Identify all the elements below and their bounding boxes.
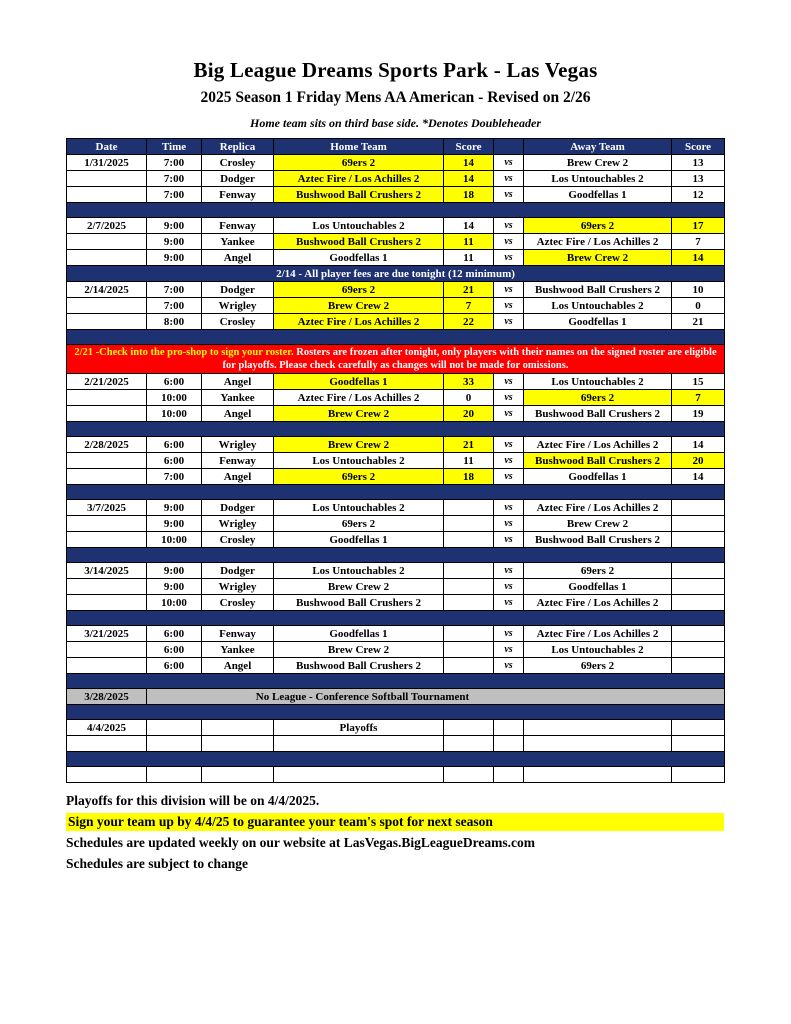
empty-cell [524,767,672,783]
home-team-cell: Aztec Fire / Los Achilles 2 [274,171,444,187]
away-team-cell: Los Untouchables 2 [524,642,672,658]
time-cell: 9:00 [147,218,202,234]
time-cell: 6:00 [147,626,202,642]
home-team-cell: Los Untouchables 2 [274,563,444,579]
date-cell: 2/21/2025 [67,374,147,390]
date-cell [67,171,147,187]
vs-cell: vs [494,374,524,390]
column-header-score: Score [672,139,725,155]
tournament-text: No League - Conference Softball Tournament [202,689,524,705]
empty-cell [147,689,202,705]
away-score-cell: 14 [672,437,725,453]
away-score-cell: 7 [672,390,725,406]
vs-cell: vs [494,406,524,422]
away-score-cell [672,642,725,658]
time-cell: 7:00 [147,469,202,485]
date-cell: 1/31/2025 [67,155,147,171]
away-team-cell: Los Untouchables 2 [524,298,672,314]
playoffs-label-cell: Playoffs [274,720,444,736]
game-row [67,469,725,485]
date-cell [67,453,147,469]
time-cell: 7:00 [147,171,202,187]
date-cell [67,234,147,250]
separator-row [67,674,725,689]
game-row [67,453,725,469]
away-team-cell: Brew Crew 2 [524,155,672,171]
away-team-cell: Brew Crew 2 [524,516,672,532]
away-team-cell: 69ers 2 [524,390,672,406]
empty-cell [444,736,494,752]
time-cell: 9:00 [147,500,202,516]
date-cell [67,314,147,330]
date-cell: 3/28/2025 [67,689,147,705]
roster-notice-body: Rosters are frozen after tonight, only players with their names on the signed roster are eligible for playoffs. Please check carefully as changes will not be made for omissions. [222,347,717,371]
date-cell: 3/7/2025 [67,500,147,516]
home-team-cell: 69ers 2 [274,469,444,485]
separator-band [67,203,725,218]
vs-cell: vs [494,298,524,314]
table-header [67,139,725,155]
replica-cell: Dodger [202,500,274,516]
separator-row [67,330,725,345]
tournament-row [67,689,725,705]
replica-cell: Angel [202,406,274,422]
away-team-cell: Aztec Fire / Los Achilles 2 [524,234,672,250]
vs-cell: vs [494,469,524,485]
vs-cell: vs [494,187,524,203]
time-cell: 6:00 [147,374,202,390]
home-score-cell: 11 [444,250,494,266]
game-row [67,579,725,595]
away-team-cell: Bushwood Ball Crushers 2 [524,406,672,422]
home-score-cell: 14 [444,155,494,171]
date-cell [67,532,147,548]
vs-cell: vs [494,579,524,595]
replica-cell: Angel [202,250,274,266]
separator-band [67,611,725,626]
empty-cell [67,736,147,752]
time-cell: 7:00 [147,155,202,171]
away-team-cell: Goodfellas 1 [524,469,672,485]
away-team-cell: Bushwood Ball Crushers 2 [524,532,672,548]
away-score-cell [672,579,725,595]
away-score-cell: 14 [672,469,725,485]
replica-cell: Yankee [202,390,274,406]
home-team-cell: Bushwood Ball Crushers 2 [274,658,444,674]
separator-band [67,674,725,689]
home-score-cell: 21 [444,437,494,453]
game-row [67,234,725,250]
home-team-cell: Aztec Fire / Los Achilles 2 [274,314,444,330]
replica-cell: Yankee [202,642,274,658]
away-team-cell [524,720,672,736]
date-cell: 3/14/2025 [67,563,147,579]
home-score-cell: 11 [444,453,494,469]
game-row [67,658,725,674]
empty-cell [524,689,672,705]
away-score-cell [672,516,725,532]
away-team-cell: Aztec Fire / Los Achilles 2 [524,500,672,516]
home-team-cell: Brew Crew 2 [274,579,444,595]
empty-cell [147,736,202,752]
separator-band [67,705,725,720]
game-row [67,298,725,314]
fees-notice-text: 2/14 - All player fees are due tonight (12 minimum) [67,266,725,282]
home-score-cell: 33 [444,374,494,390]
game-row [67,282,725,298]
fees-notice-row [67,266,725,282]
date-cell [67,390,147,406]
column-header-vs [494,139,524,155]
time-cell: 10:00 [147,595,202,611]
page-subtitle: 2025 Season 1 Friday Mens AA American - Revised on 2/26 [200,89,591,106]
home-score-cell [444,595,494,611]
home-score-cell [444,626,494,642]
vs-cell: vs [494,282,524,298]
replica-cell: Angel [202,469,274,485]
home-score-cell: 18 [444,469,494,485]
footer-notes [66,792,791,873]
away-team-cell: 69ers 2 [524,218,672,234]
away-score-cell [672,720,725,736]
away-team-cell: 69ers 2 [524,658,672,674]
home-score-cell: 11 [444,234,494,250]
schedule-table [66,138,725,783]
game-row [67,187,725,203]
home-score-cell [444,658,494,674]
away-team-cell: 69ers 2 [524,563,672,579]
home-team-cell: Goodfellas 1 [274,532,444,548]
empty-row [67,767,725,783]
replica-cell [202,720,274,736]
away-score-cell: 13 [672,155,725,171]
away-team-cell: Bushwood Ball Crushers 2 [524,453,672,469]
home-score-cell [444,579,494,595]
home-team-cell: Bushwood Ball Crushers 2 [274,234,444,250]
away-score-cell [672,563,725,579]
away-score-cell: 15 [672,374,725,390]
home-team-cell: Bushwood Ball Crushers 2 [274,595,444,611]
away-team-cell: Goodfellas 1 [524,579,672,595]
game-row [67,532,725,548]
game-row [67,406,725,422]
separator-row [67,485,725,500]
away-team-cell: Aztec Fire / Los Achilles 2 [524,626,672,642]
vs-cell: vs [494,437,524,453]
date-cell: 2/14/2025 [67,282,147,298]
vs-cell: vs [494,516,524,532]
away-team-cell: Bushwood Ball Crushers 2 [524,282,672,298]
date-cell [67,250,147,266]
game-row [67,595,725,611]
vs-cell: vs [494,250,524,266]
home-score-cell [444,516,494,532]
vs-cell: vs [494,595,524,611]
vs-cell: vs [494,532,524,548]
signup-note: Sign your team up by 4/4/25 to guarantee your team's spot for next season [66,813,724,831]
vs-cell: vs [494,155,524,171]
time-cell: 9:00 [147,250,202,266]
replica-cell: Dodger [202,171,274,187]
home-score-cell [444,532,494,548]
table-body [67,155,725,783]
date-cell [67,469,147,485]
replica-cell: Wrigley [202,298,274,314]
home-score-cell [444,720,494,736]
date-cell [67,516,147,532]
date-cell [67,298,147,314]
game-row [67,374,725,390]
away-team-cell: Brew Crew 2 [524,250,672,266]
date-cell: 4/4/2025 [67,720,147,736]
home-team-cell: Bushwood Ball Crushers 2 [274,187,444,203]
game-row [67,218,725,234]
away-team-cell: Aztec Fire / Los Achilles 2 [524,595,672,611]
game-row [67,171,725,187]
replica-cell: Crosley [202,532,274,548]
game-row [67,437,725,453]
date-cell: 3/21/2025 [67,626,147,642]
replica-cell: Angel [202,374,274,390]
website-note: Schedules are updated weekly on our website at LasVegas.BigLeagueDreams.com [66,835,536,850]
vs-cell: vs [494,218,524,234]
home-score-cell: 20 [444,406,494,422]
replica-cell: Wrigley [202,579,274,595]
time-cell: 7:00 [147,298,202,314]
empty-cell [494,767,524,783]
time-cell: 9:00 [147,516,202,532]
game-row [67,500,725,516]
away-team-cell: Aztec Fire / Los Achilles 2 [524,437,672,453]
replica-cell: Fenway [202,218,274,234]
separator-row [67,752,725,767]
empty-cell [672,767,725,783]
separator-row [67,705,725,720]
replica-cell: Wrigley [202,437,274,453]
away-team-cell: Goodfellas 1 [524,314,672,330]
home-score-cell: 0 [444,390,494,406]
empty-cell [444,767,494,783]
time-cell: 6:00 [147,658,202,674]
empty-cell [202,767,274,783]
home-team-cell: 69ers 2 [274,155,444,171]
away-score-cell: 0 [672,298,725,314]
away-team-cell: Los Untouchables 2 [524,374,672,390]
time-cell: 9:00 [147,579,202,595]
time-cell: 6:00 [147,437,202,453]
home-team-cell: Goodfellas 1 [274,374,444,390]
column-header-away-team: Away Team [524,139,672,155]
home-score-cell [444,642,494,658]
away-score-cell: 21 [672,314,725,330]
empty-cell [274,767,444,783]
replica-cell: Crosley [202,595,274,611]
replica-cell: Crosley [202,155,274,171]
column-header-time: Time [147,139,202,155]
roster-notice-row [67,345,725,374]
replica-cell: Dodger [202,282,274,298]
date-cell [67,406,147,422]
vs-cell: vs [494,171,524,187]
separator-band [67,752,725,767]
vs-cell [494,720,524,736]
away-score-cell: 10 [672,282,725,298]
date-cell [67,187,147,203]
game-row [67,390,725,406]
table-header-row [67,139,725,155]
empty-cell [202,736,274,752]
replica-cell: Wrigley [202,516,274,532]
home-team-cell: Brew Crew 2 [274,298,444,314]
home-team-cell: Goodfellas 1 [274,626,444,642]
date-cell [67,658,147,674]
home-team-cell: Aztec Fire / Los Achilles 2 [274,390,444,406]
game-row [67,642,725,658]
roster-notice-highlight: 2/21 -Check into the pro-shop to sign your roster. [74,347,294,358]
home-score-cell: 22 [444,314,494,330]
time-cell: 10:00 [147,390,202,406]
home-team-cell: Los Untouchables 2 [274,500,444,516]
time-cell: 6:00 [147,642,202,658]
time-cell: 6:00 [147,453,202,469]
home-team-cell: Brew Crew 2 [274,437,444,453]
vs-cell: vs [494,658,524,674]
home-team-cell: Goodfellas 1 [274,250,444,266]
home-score-cell [444,563,494,579]
home-score-cell: 21 [444,282,494,298]
game-row [67,516,725,532]
home-team-cell: 69ers 2 [274,516,444,532]
date-cell: 2/28/2025 [67,437,147,453]
separator-row [67,611,725,626]
vs-cell: vs [494,453,524,469]
vs-cell: vs [494,500,524,516]
column-header-date: Date [67,139,147,155]
away-score-cell: 13 [672,171,725,187]
separator-row [67,548,725,563]
away-team-cell: Goodfellas 1 [524,187,672,203]
replica-cell: Crosley [202,314,274,330]
date-cell [67,642,147,658]
away-team-cell: Los Untouchables 2 [524,171,672,187]
game-row [67,250,725,266]
separator-row [67,422,725,437]
time-cell: 9:00 [147,563,202,579]
home-team-cell: Los Untouchables 2 [274,218,444,234]
home-team-note: Home team sits on third base side. *Denotes Doubleheader [250,116,541,130]
time-cell: 10:00 [147,532,202,548]
date-cell [67,595,147,611]
away-score-cell [672,626,725,642]
empty-cell [672,736,725,752]
subject-to-change-note: Schedules are subject to change [66,856,248,871]
home-score-cell: 14 [444,218,494,234]
game-row [67,314,725,330]
home-score-cell: 7 [444,298,494,314]
replica-cell: Yankee [202,234,274,250]
away-score-cell [672,500,725,516]
empty-cell [274,736,444,752]
playoffs-date-note: Playoffs for this division will be on 4/4/2025. [66,793,320,808]
away-score-cell: 7 [672,234,725,250]
home-team-cell: Los Untouchables 2 [274,453,444,469]
time-cell: 8:00 [147,314,202,330]
vs-cell: vs [494,563,524,579]
separator-band [67,422,725,437]
away-score-cell: 20 [672,453,725,469]
time-cell: 7:00 [147,282,202,298]
separator-band [67,330,725,345]
replica-cell: Fenway [202,453,274,469]
replica-cell: Fenway [202,626,274,642]
vs-cell: vs [494,234,524,250]
time-cell [147,720,202,736]
away-score-cell [672,532,725,548]
home-score-cell: 18 [444,187,494,203]
time-cell: 10:00 [147,406,202,422]
away-score-cell [672,595,725,611]
separator-band [67,485,725,500]
date-cell [67,579,147,595]
replica-cell: Angel [202,658,274,674]
game-row [67,563,725,579]
separator-band [67,548,725,563]
replica-cell: Fenway [202,187,274,203]
away-score-cell [672,658,725,674]
separator-row [67,203,725,218]
away-score-cell: 19 [672,406,725,422]
column-header-home-team: Home Team [274,139,444,155]
home-team-cell: Brew Crew 2 [274,406,444,422]
away-score-cell: 14 [672,250,725,266]
vs-cell: vs [494,314,524,330]
empty-cell [147,767,202,783]
vs-cell: vs [494,390,524,406]
game-row [67,155,725,171]
column-header-score: Score [444,139,494,155]
page-title: Big League Dreams Sports Park - Las Vegas [193,58,598,82]
game-row [67,626,725,642]
home-team-cell: Brew Crew 2 [274,642,444,658]
empty-cell [524,736,672,752]
time-cell: 7:00 [147,187,202,203]
home-score-cell: 14 [444,171,494,187]
column-header-replica: Replica [202,139,274,155]
playoffs-row [67,720,725,736]
vs-cell: vs [494,626,524,642]
time-cell: 9:00 [147,234,202,250]
home-score-cell [444,500,494,516]
roster-notice-text [67,345,725,374]
date-cell: 2/7/2025 [67,218,147,234]
vs-cell: vs [494,642,524,658]
replica-cell: Dodger [202,563,274,579]
empty-cell [67,767,147,783]
empty-cell [672,689,725,705]
home-team-cell: 69ers 2 [274,282,444,298]
away-score-cell: 12 [672,187,725,203]
empty-cell [494,736,524,752]
away-score-cell: 17 [672,218,725,234]
empty-row [67,736,725,752]
